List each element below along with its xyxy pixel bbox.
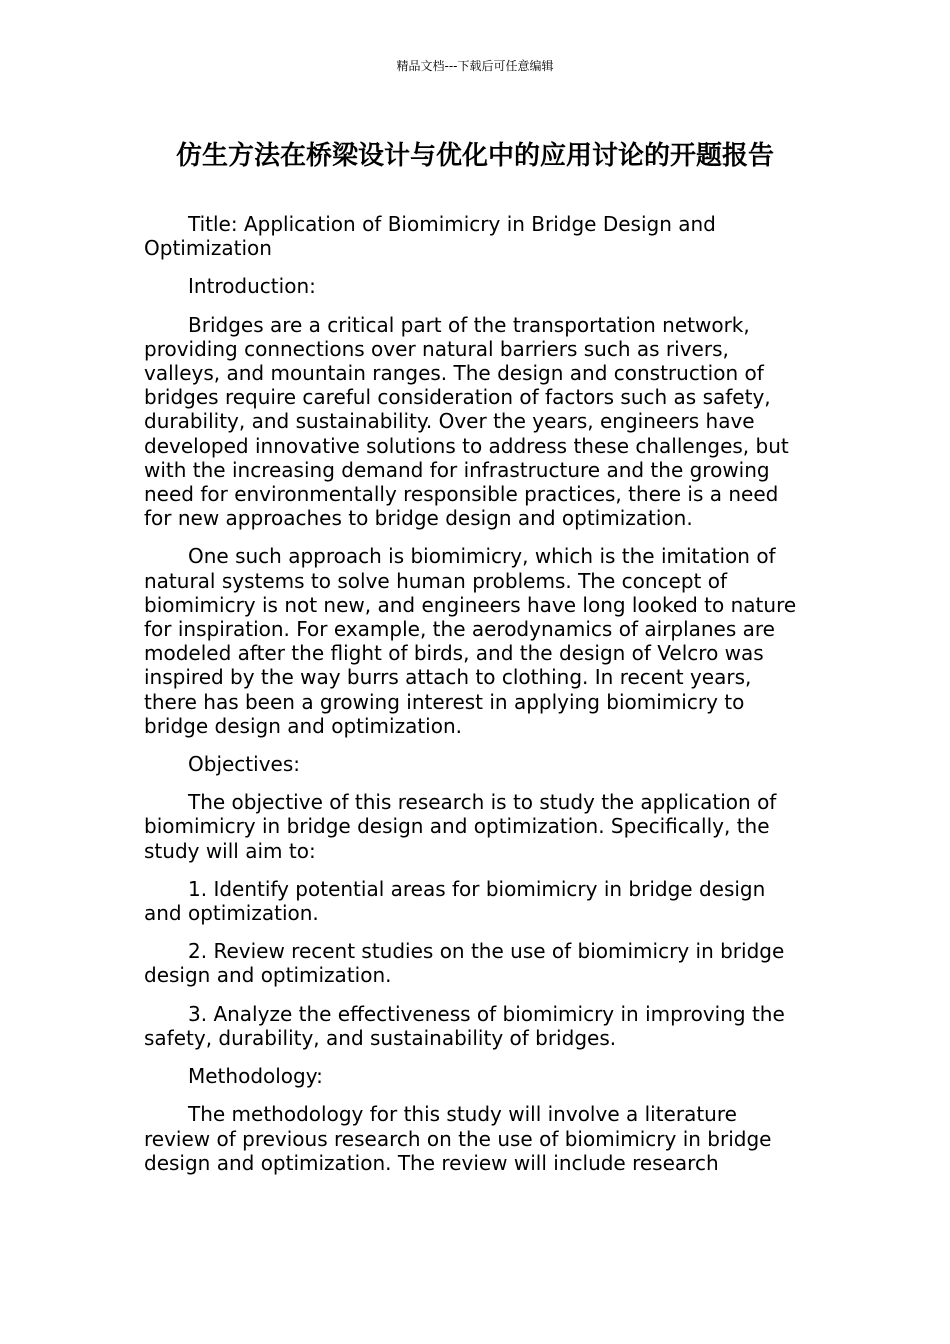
heading-methodology: Methodology:	[188, 1064, 323, 1089]
header-note: 精品文档---下载后可任意编辑	[396, 59, 554, 73]
paragraph-title-line: Title: Application of Biomimicry in Bridge Design and Optimization	[144, 212, 716, 261]
heading-objectives: Objectives:	[188, 752, 300, 777]
paragraph-biomimicry: One such approach is biomimicry, which is the imitation of natural systems to solve human problems. The concept of biomimicry is not new, and engineers have long looked to nature for inspiration. For example, the aerodynamics of airplanes are modeled after the flight of birds, and the design of Velcro was inspired by the way burrs attach to clothing. In recent years, there has been a growing interest in applying biomimicry to bridge design and optimization.	[144, 544, 797, 738]
paragraph-introduction: Bridges are a critical part of the transportation network, providing connections over natural barriers such as rivers, valleys, and mountain ranges. The design and construction of bridges require careful consideration of factors such as safety, durability, and sustainability. Over the years, engineers have developed innovative solutions to address these challenges, but with the increasing demand for infrastructure and the growing need for environmentally responsible practices, there is a need for new approaches to bridge design and optimization.	[144, 312, 789, 531]
objective-item-2: 2. Review recent studies on the use of biomimicry in bridge design and optimization.	[144, 939, 785, 988]
objective-item-1: 1. Identify potential areas for biomimicry in bridge design and optimization.	[144, 876, 766, 926]
paragraph-objectives: The objective of this research is to study the application of biomimicry in bridge design and optimization. Specifically, the study will aim to:	[144, 790, 777, 863]
heading-introduction: Introduction:	[188, 274, 316, 299]
document-title: 仿生方法在桥梁设计与优化中的应用讨论的开题报告	[175, 141, 774, 171]
paragraph-methodology: The methodology for this study will involve a literature review of previous research on the use of biomimicry in bridge design and optimization. The review will include research	[144, 1102, 772, 1175]
objective-item-3: 3. Analyze the effectiveness of biomimicry in improving the safety, durability, and sustainability of bridges.	[144, 1001, 785, 1050]
document-body	[144, 212, 806, 1189]
